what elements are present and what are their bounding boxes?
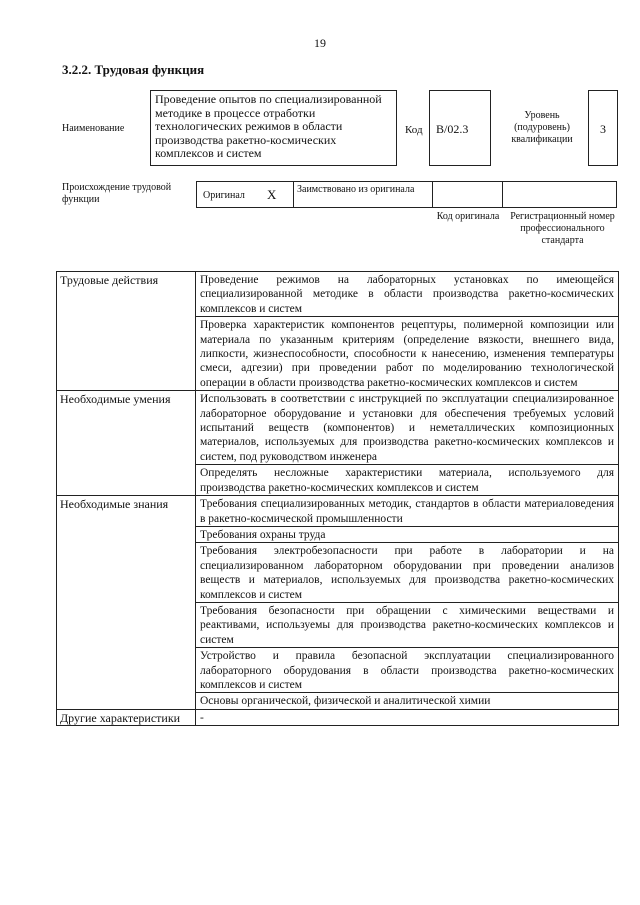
level-label: Уровень (подуровень) квалификации xyxy=(511,110,573,145)
section-title: 3.2.2. Трудовая функция xyxy=(62,62,205,77)
origin-borrowed-cell xyxy=(293,181,433,208)
knowledge-item: Требования электробезопасности при работе в лаборатории и на специализированном лабораторном оборудовании при проведении анализов веществ и материалов, используемых для производства ракетно-космических комплексов и систем xyxy=(196,543,619,603)
origin-row xyxy=(196,181,617,208)
function-table xyxy=(56,271,619,726)
origin-label: Происхождение трудовой функции xyxy=(62,182,172,205)
skills-title: Необходимые умения xyxy=(57,391,196,496)
original-mark: X xyxy=(267,187,277,202)
page-number: 19 xyxy=(314,36,326,50)
table-row xyxy=(57,391,619,465)
function-name: Проведение опытов по специализированной методике в процессе отработки технологических режимов в области производства ракетно-космических комплексов и систем xyxy=(150,90,397,166)
code-label: Код xyxy=(405,124,423,136)
knowledge-title: Необходимые знания xyxy=(57,496,196,710)
original-label: Оригинал xyxy=(203,190,245,201)
knowledge-item: Основы органической, физической и аналитической химии xyxy=(196,693,619,709)
labor-action-item: Проверка характеристик компонентов рецептуры, полимерной композиции или материала по указанным критериям (определение вязкости, внешнего вида, липкости, жизнеспособности, способности к нанесению, изменения температуры смеси, адгезии) при проведении работ по моделированию технологической операции в области производства ракетно-космических комплексов и систем xyxy=(196,317,619,391)
origin-reg-cell xyxy=(502,181,617,208)
name-label: Наименование xyxy=(62,123,125,134)
borrowed-label: Заимствовано из оригинала xyxy=(297,184,415,195)
code-original-caption: Код оригинала xyxy=(436,211,500,222)
table-row xyxy=(57,709,619,725)
other-title: Другие характеристики xyxy=(57,709,196,725)
code-value: B/02.3 xyxy=(429,90,491,166)
skill-item: Использовать в соответствии с инструкцией по эксплуатации специализированное лабораторное оборудование и установки для обеспечения требуемых условий испытаний веществ (компонентов) и неметаллических композиционных материалов, используемых для производства ракетно-космических комплексов и систем, под руководством инженера xyxy=(196,391,619,465)
skill-item: Определять несложные характеристики материала, используемого для производства ракетно-космических комплексов и систем xyxy=(196,465,619,496)
knowledge-item: Устройство и правила безопасной эксплуатации специализированного лабораторного оборудования в области производства ракетно-космических комплексов и систем xyxy=(196,648,619,693)
knowledge-item: Требования безопасности при обращении с химическими веществами и реактивами, используемы для производства ракетно-космических комплексов и систем xyxy=(196,602,619,647)
level-value: 3 xyxy=(588,90,618,166)
knowledge-item: Требования охраны труда xyxy=(196,526,619,542)
origin-code-cell xyxy=(432,181,503,208)
table-row xyxy=(57,496,619,527)
labor-action-item: Проведение режимов на лабораторных установках по имеющейся специализированной методике в области производства ракетно-космических комплексов и систем xyxy=(196,272,619,317)
origin-original-cell xyxy=(196,181,294,208)
knowledge-item: Требования специализированных методик, стандартов в области материаловедения в ракетно-космической промышленности xyxy=(196,496,619,527)
labor-actions-title: Трудовые действия xyxy=(57,272,196,391)
table-row xyxy=(57,272,619,317)
other-value: - xyxy=(196,709,619,725)
registration-caption: Регистрационный номер профессионального стандарта xyxy=(510,211,615,246)
